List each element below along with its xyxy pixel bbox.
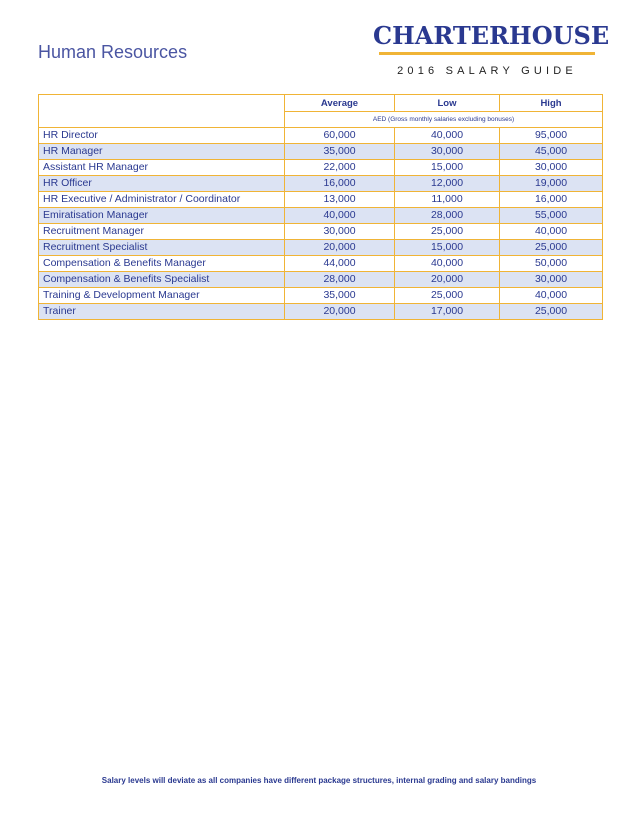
table-row	[39, 304, 603, 320]
role-cell: Recruitment Specialist	[39, 240, 285, 256]
average-cell: 44,000	[285, 256, 395, 272]
currency-note: AED (Gross monthly salaries excluding bonuses)	[285, 112, 603, 128]
role-cell: Compensation & Benefits Specialist	[39, 272, 285, 288]
salary-table-body	[39, 128, 603, 320]
role-cell: HR Director	[39, 128, 285, 144]
average-cell: 22,000	[285, 160, 395, 176]
high-cell: 19,000	[500, 176, 603, 192]
average-cell: 20,000	[285, 240, 395, 256]
average-cell: 40,000	[285, 208, 395, 224]
high-cell: 55,000	[500, 208, 603, 224]
high-cell: 50,000	[500, 256, 603, 272]
column-header-average: Average	[285, 95, 395, 112]
role-cell: Assistant HR Manager	[39, 160, 285, 176]
high-cell: 40,000	[500, 288, 603, 304]
footer-disclaimer: Salary levels will deviate as all companies have different package structures, internal grading and salary bandings	[101, 776, 537, 785]
table-row	[39, 240, 603, 256]
table-row	[39, 160, 603, 176]
average-cell: 16,000	[285, 176, 395, 192]
role-cell: HR Officer	[39, 176, 285, 192]
high-cell: 16,000	[500, 192, 603, 208]
page-title: Human Resources	[38, 42, 188, 62]
high-cell: 30,000	[500, 272, 603, 288]
average-cell: 35,000	[285, 144, 395, 160]
low-cell: 15,000	[395, 240, 500, 256]
role-column-header	[39, 95, 285, 128]
role-cell: Training & Development Manager	[39, 288, 285, 304]
table-row	[39, 176, 603, 192]
low-cell: 20,000	[395, 272, 500, 288]
average-cell: 13,000	[285, 192, 395, 208]
average-cell: 20,000	[285, 304, 395, 320]
low-cell: 12,000	[395, 176, 500, 192]
low-cell: 11,000	[395, 192, 500, 208]
high-cell: 40,000	[500, 224, 603, 240]
table-row	[39, 224, 603, 240]
average-cell: 30,000	[285, 224, 395, 240]
table-row	[39, 256, 603, 272]
table-row	[39, 288, 603, 304]
role-cell: Emiratisation Manager	[39, 208, 285, 224]
table-row	[39, 128, 603, 144]
average-cell: 60,000	[285, 128, 395, 144]
average-cell: 28,000	[285, 272, 395, 288]
low-cell: 40,000	[395, 128, 500, 144]
table-row	[39, 192, 603, 208]
low-cell: 17,000	[395, 304, 500, 320]
role-cell: Trainer	[39, 304, 285, 320]
brand-name: CHARTERHOUSE	[373, 21, 610, 50]
high-cell: 95,000	[500, 128, 603, 144]
high-cell: 30,000	[500, 160, 603, 176]
high-cell: 45,000	[500, 144, 603, 160]
low-cell: 40,000	[395, 256, 500, 272]
role-cell: HR Executive / Administrator / Coordinator	[39, 192, 285, 208]
brand-subtitle: 2016 SALARY GUIDE	[397, 65, 577, 77]
low-cell: 15,000	[395, 160, 500, 176]
brand-logo	[373, 21, 610, 77]
low-cell: 25,000	[395, 224, 500, 240]
table-row	[39, 208, 603, 224]
column-header-low: Low	[395, 95, 500, 112]
high-cell: 25,000	[500, 304, 603, 320]
brand-underline	[379, 52, 595, 55]
role-cell: Compensation & Benefits Manager	[39, 256, 285, 272]
high-cell: 25,000	[500, 240, 603, 256]
salary-table	[38, 94, 603, 320]
low-cell: 25,000	[395, 288, 500, 304]
low-cell: 28,000	[395, 208, 500, 224]
table-row	[39, 272, 603, 288]
table-row	[39, 144, 603, 160]
role-cell: Recruitment Manager	[39, 224, 285, 240]
column-header-high: High	[500, 95, 603, 112]
low-cell: 30,000	[395, 144, 500, 160]
role-cell: HR Manager	[39, 144, 285, 160]
table-header-row	[39, 95, 603, 112]
average-cell: 35,000	[285, 288, 395, 304]
